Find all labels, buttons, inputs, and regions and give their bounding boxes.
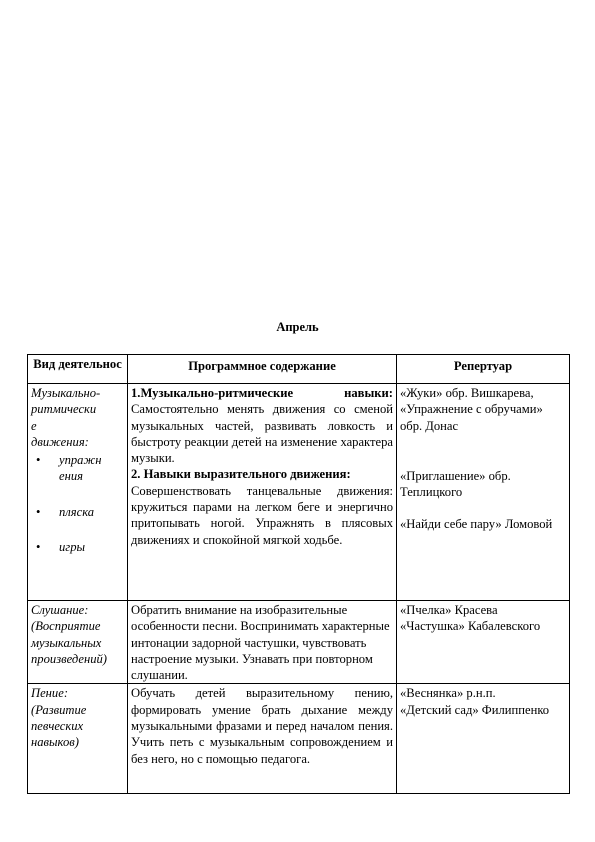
activity-line: ритмически — [31, 402, 97, 417]
table-row — [28, 601, 570, 684]
table-row — [28, 684, 570, 794]
activity-line: движения: — [31, 434, 89, 449]
header-repertoire: Репертуар — [397, 355, 570, 384]
activity-line: (Восприятие — [31, 619, 101, 634]
activity-types-list — [31, 452, 124, 555]
repertoire-item: «Частушка» Кабалевского — [400, 619, 541, 634]
section-title: 2. Навыки выразительного движения: — [131, 467, 351, 482]
month-title: Апрель — [276, 320, 319, 334]
repertoire-item: «Веснянка» р.н.п. — [400, 686, 496, 701]
repertoire-item: «Пчелка» Красева — [400, 603, 498, 617]
activity-cell — [28, 684, 128, 794]
header-content: Программное содержание — [128, 355, 397, 384]
activity-line: Пение: — [31, 686, 69, 701]
table-header-row — [28, 355, 570, 384]
repertoire-item: «Приглашение» обр. Теплицкого — [400, 468, 511, 500]
activity-line: певческих — [31, 719, 84, 734]
content-cell: Обратить внимание на изобразительные особенности песни. Воспринимать характерные интонации задорной частушки, чувствовать настроение музыки. Узнавать при повторном слушании. — [128, 601, 397, 684]
repertoire-item: «Упражнение с обручами» обр. Донас — [400, 402, 543, 433]
activity-line: Слушание: — [31, 603, 89, 617]
activity-line: произведений) — [31, 651, 107, 666]
activity-line: Музыкально- — [31, 386, 101, 400]
repertoire-item: «Детский сад» Филиппенко — [400, 702, 550, 717]
repertoire-cell — [397, 684, 570, 794]
activity-cell — [28, 384, 128, 601]
repertoire-cell — [397, 384, 570, 601]
activity-line: навыков) — [31, 735, 79, 750]
list-item: • игры — [31, 539, 124, 555]
activity-line: музыкальных — [31, 635, 102, 650]
activity-cell — [28, 601, 128, 684]
section-title: 1.Музыкально-ритмические навыки: — [131, 386, 393, 400]
activity-line: (Развитие — [31, 702, 87, 717]
repertoire-item: «Найди себе пару» Ломовой — [400, 517, 553, 532]
list-item: • упражн ения — [31, 452, 124, 485]
header-activity: Вид деятельнос — [28, 355, 128, 384]
music-plan-table — [27, 354, 570, 794]
repertoire-item: «Жуки» обр. Вишкарева, — [400, 386, 534, 400]
section-text: Совершенствовать танцевальные движения: кружиться парами на легком беге и энергично притопывать ногой. Упражнять в плясовых движениях и спокойной мягкой ходьбе. — [131, 483, 393, 547]
activity-line: е — [31, 418, 37, 433]
repertoire-cell — [397, 601, 570, 684]
table-row — [28, 384, 570, 601]
list-item: • пляска — [31, 504, 124, 520]
content-cell — [128, 384, 397, 601]
section-text: Самостоятельно менять движения со сменой музыкальных частей, развивать ловкость и быстроту реакции детей на изменение характера музыки. — [131, 402, 393, 466]
content-cell: Обучать детей выразительному пению, формировать умение брать дыхание между музыкальными фразами и перед началом пения. Учить петь с музыкальным сопровождением и без него, но с помощью педагога. — [128, 684, 397, 794]
